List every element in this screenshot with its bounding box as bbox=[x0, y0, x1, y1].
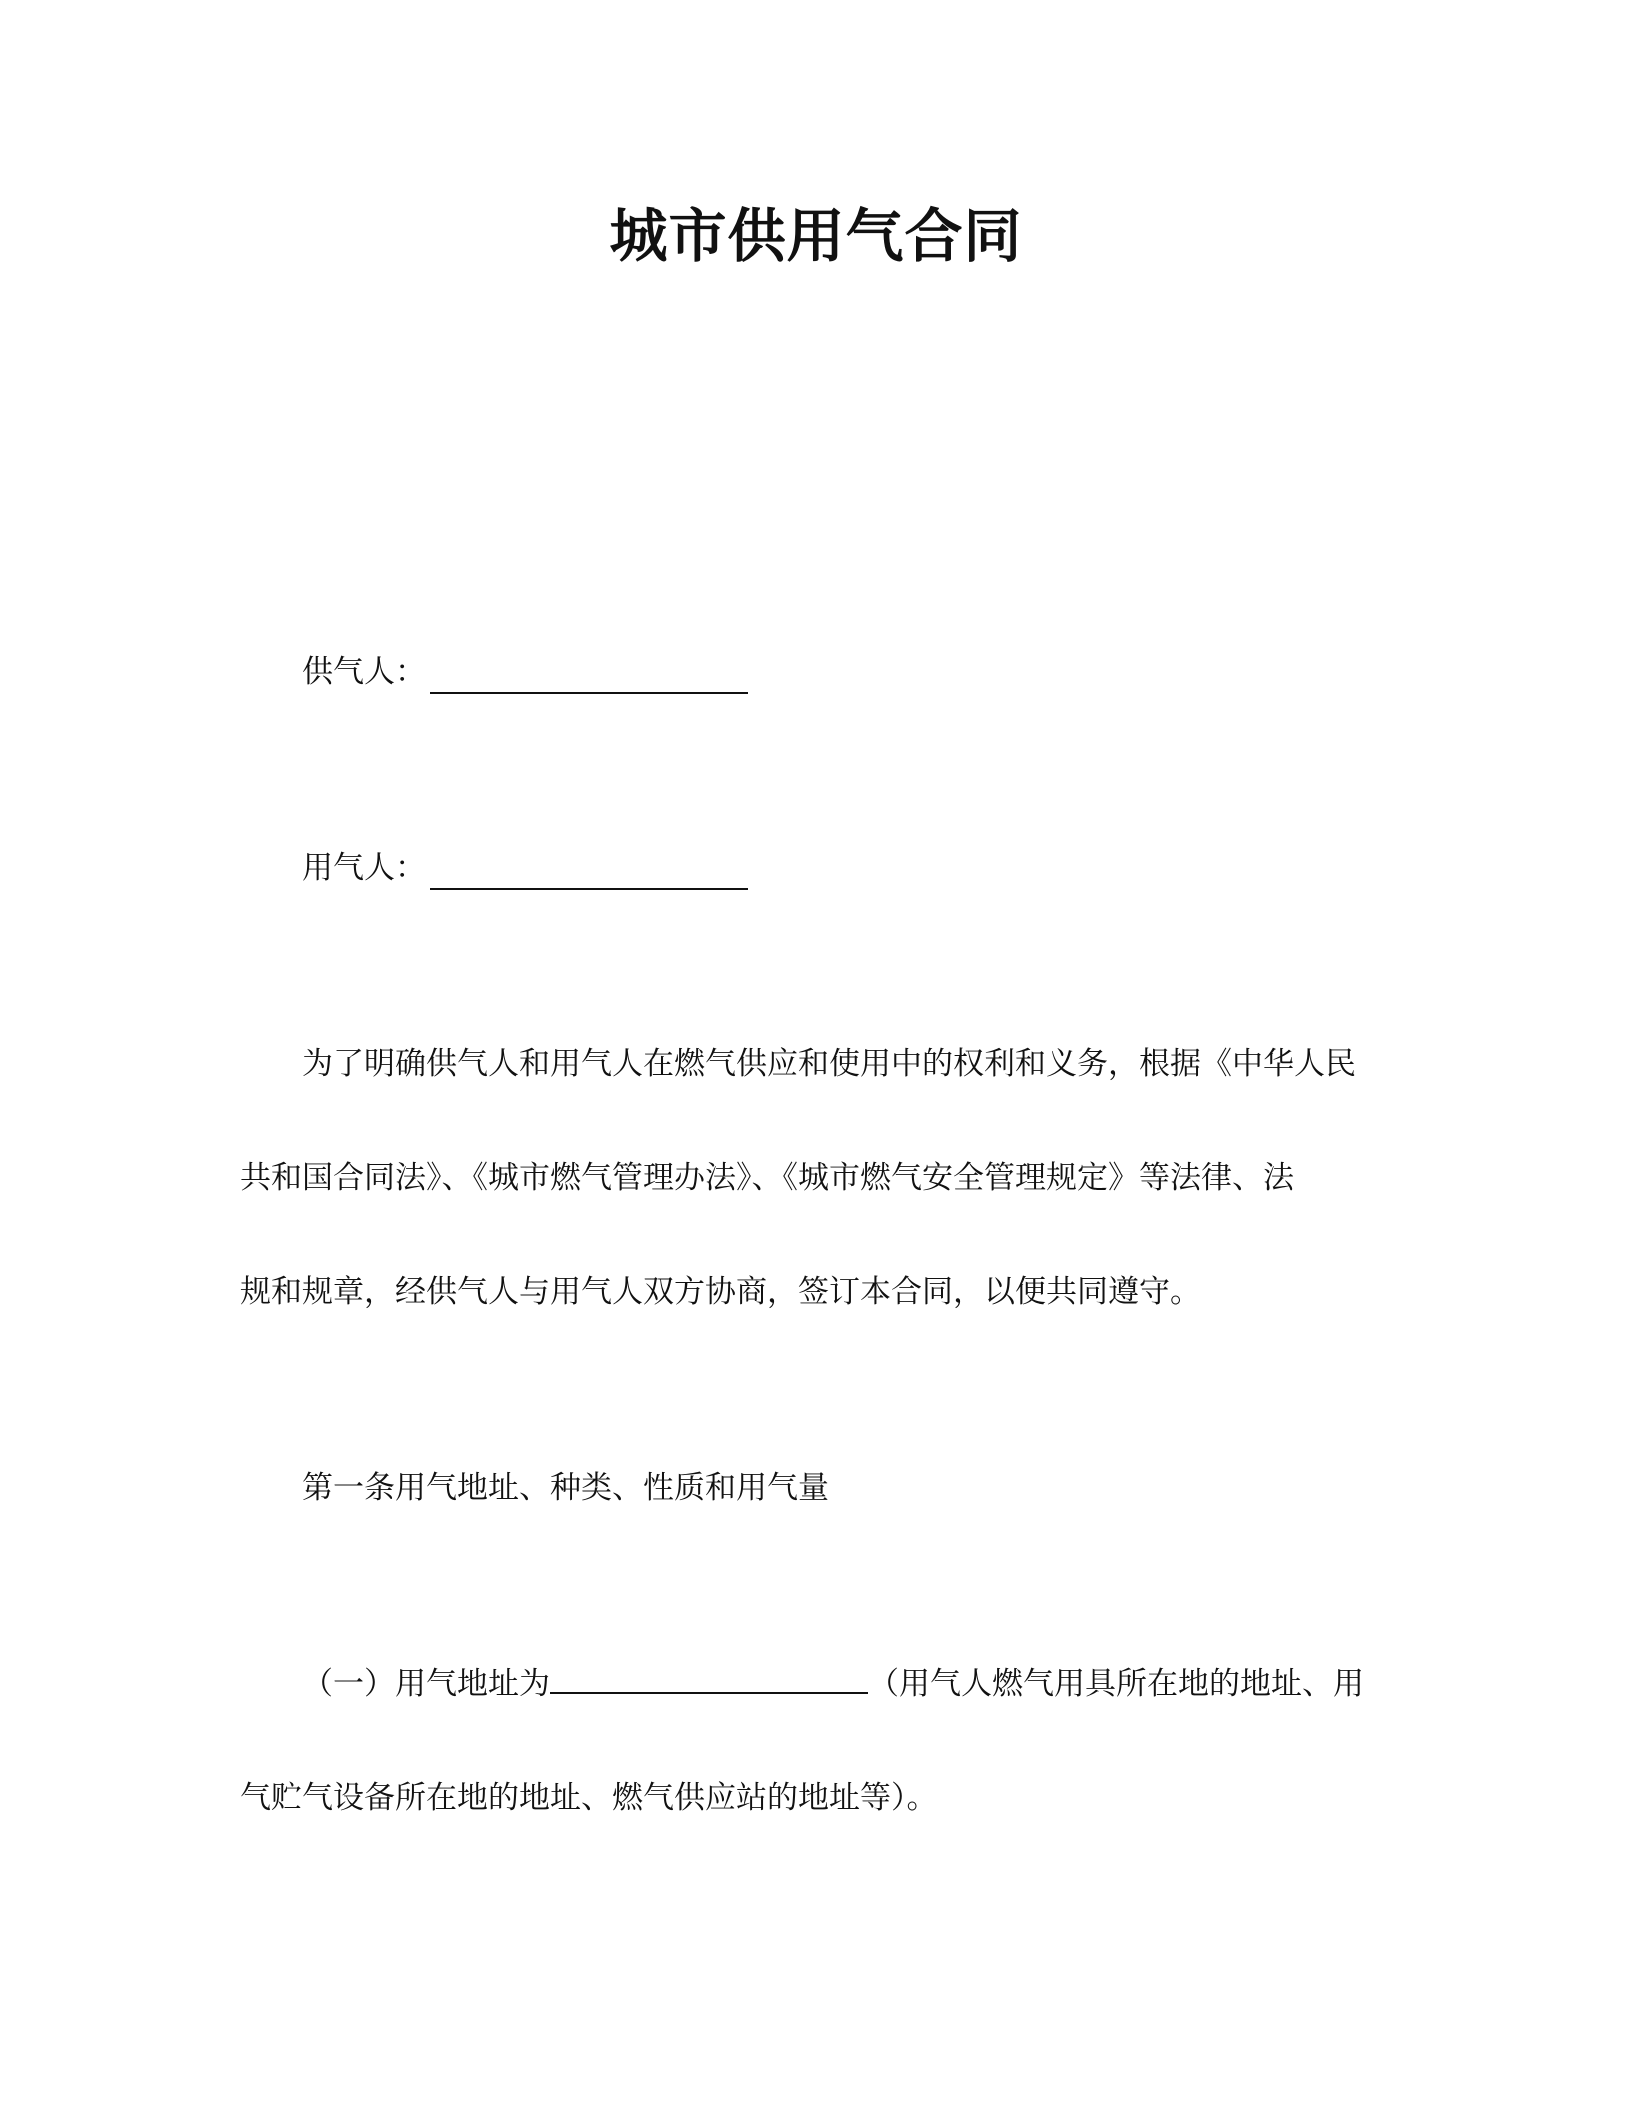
address-blank-line bbox=[550, 1662, 868, 1694]
article-1-item-1 bbox=[302, 1662, 1364, 1706]
preamble-line-1: 为了明确供气人和用气人在燃气供应和使用中的权利和义务，根据《中华人民 bbox=[302, 1046, 1356, 1082]
supplier-label: 供气人： bbox=[302, 654, 426, 690]
user-blank-line bbox=[430, 888, 748, 890]
item-1-suffix: （用气人燃气用具所在地的地址、用 bbox=[868, 1666, 1364, 1702]
document-title: 城市供用气合同 bbox=[609, 202, 1023, 270]
supplier-blank-line bbox=[430, 692, 748, 694]
article-1-heading: 第一条用气地址、种类、性质和用气量 bbox=[302, 1470, 829, 1506]
preamble-line-3: 规和规章，经供气人与用气人双方协商，签订本合同，以便共同遵守。 bbox=[240, 1274, 1201, 1310]
article-1-item-1-line-2: 气贮气设备所在地的地址、燃气供应站的地址等）。 bbox=[240, 1780, 938, 1816]
item-1-prefix: （一）用气地址为 bbox=[302, 1666, 550, 1702]
user-label: 用气人： bbox=[302, 850, 426, 886]
preamble-line-2: 共和国合同法》、《城市燃气管理办法》、《城市燃气安全管理规定》等法律、法 bbox=[240, 1160, 1294, 1196]
